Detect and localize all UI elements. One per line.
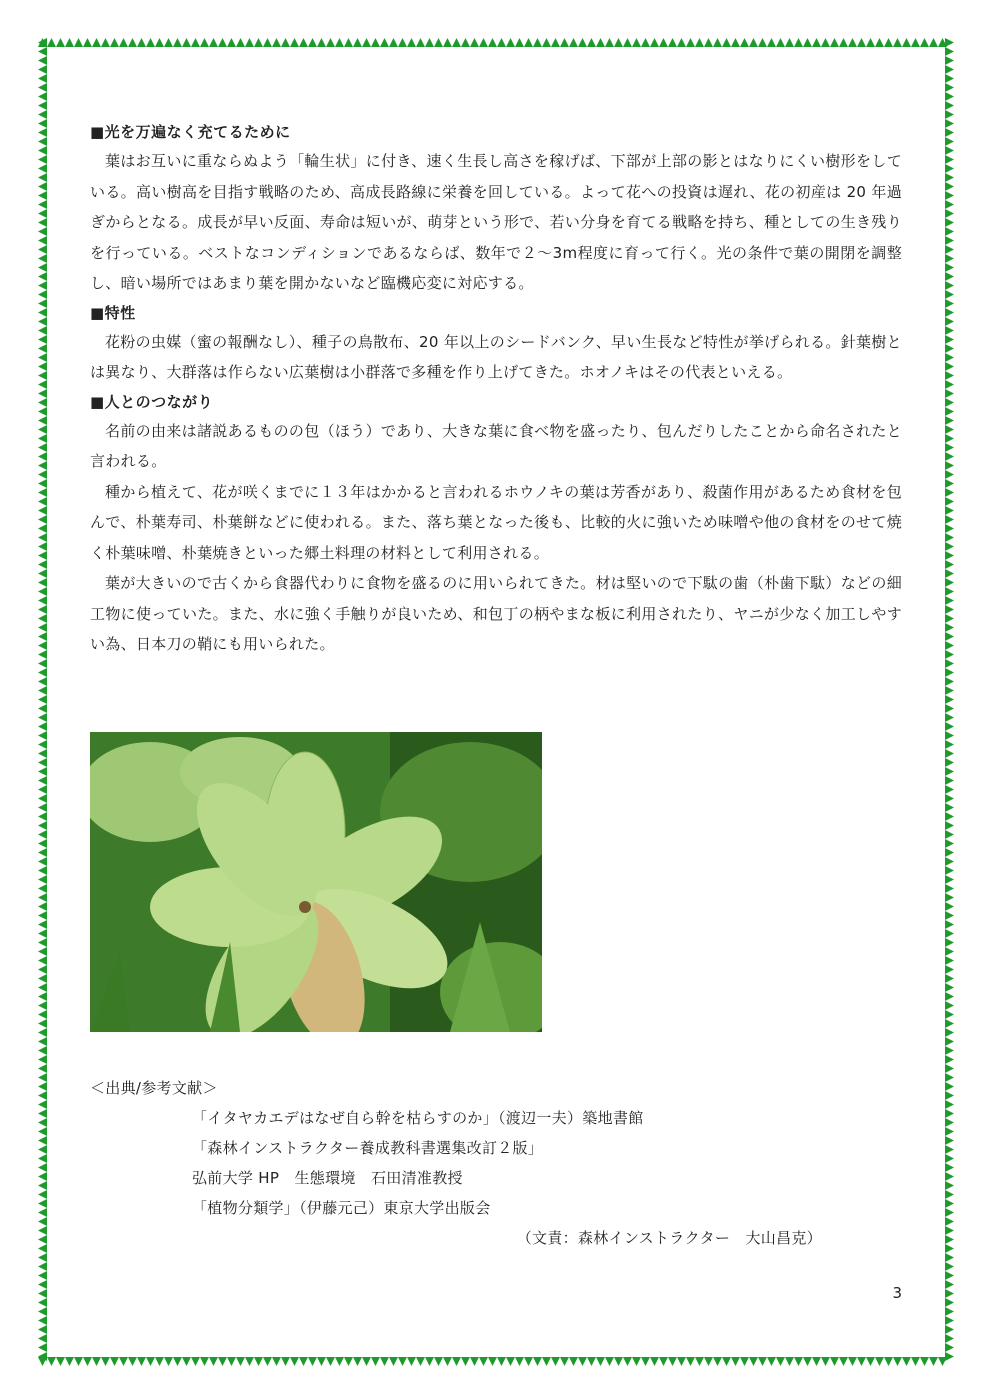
reference-item: 「植物分類学」（伊藤元己）東京大学出版会: [192, 1199, 491, 1217]
section-relationship: [90, 388, 902, 660]
paragraph: 名前の由来は諸説あるものの包（ほう）であり、大きな葉に食べ物を盛ったり、包んだりしたことから命名されたと言われる。: [90, 421, 902, 470]
section-heading: ■特性: [90, 303, 136, 322]
section-heading: ■人とのつながり: [90, 392, 214, 411]
section-characteristics: [90, 299, 902, 388]
page-number: 3: [892, 1284, 902, 1302]
magnolia-leaves-photo: [90, 732, 542, 1032]
paragraph: 葉が大きいので古くから食器代わりに食物を盛るのに用いられてきた。材は堅いので下駄の歯（朴歯下駄）などの細工物に使っていた。また、水に強く手触りが良いため、和包丁の柄やまな板に利用されたり、ヤニが少なく加工しやすい為、日本刀の鞘にも用いられた。: [90, 574, 902, 653]
references-title: ＜出典/参考文献＞: [90, 1079, 218, 1097]
article-body: [90, 118, 902, 660]
author-credit: （文責：森林インストラクター 大山昌克）: [516, 1229, 822, 1247]
references: [90, 1073, 902, 1253]
paragraph: 花粉の虫媒（蜜の報酬なし）、種子の鳥散布、20 年以上のシードバンク、早い生長など特性が挙げられる。針葉樹とは異なり、大群落は作らない広葉樹は小群落で多種を作り上げてきた。ホオノキはその代表といえる。: [90, 332, 902, 381]
reference-item: 弘前大学 HP 生態環境 石田清准教授: [192, 1169, 463, 1187]
reference-item: 「イタヤカエデはなぜ自ら幹を枯らすのか」（渡辺一夫）築地書館: [192, 1109, 644, 1127]
paragraph: 葉はお互いに重ならぬよう「輪生状」に付き、速く生長し高さを稼げば、下部が上部の影とはなりにくい樹形をしている。高い樹高を目指す戦略のため、高成長路線に栄養を回している。よって花への投資は遅れ、花の初産は 20 年過ぎからとなる。成長が早い反面、寿命は短いが、萌芽という形で、若い分身を育てる戦略を持ち、種としての生き残りを行っている。ベストなコンディションであるならば、数年で２〜3m程度に育って行く。光の条件で葉の開閉を調整し、暗い場所ではあまり葉を開かないなど臨機応変に対応する。: [90, 152, 902, 292]
section-heading: ■光を万遍なく充てるために: [90, 123, 291, 141]
paragraph: 種から植えて、花が咲くまでに１３年はかかると言われるホウノキの葉は芳香があり、殺菌作用があるため食材を包んで、朴葉寿司、朴葉餅などに使われる。また、落ち葉となった後も、比較的火に強いため味噌や他の食材をのせて焼く朴葉味噌、朴葉焼きといった郷土料理の材料として利用される。: [90, 482, 902, 562]
section-light: [90, 118, 902, 299]
reference-item: 「森林インストラクター養成教科書選集改訂２版」: [192, 1139, 544, 1157]
